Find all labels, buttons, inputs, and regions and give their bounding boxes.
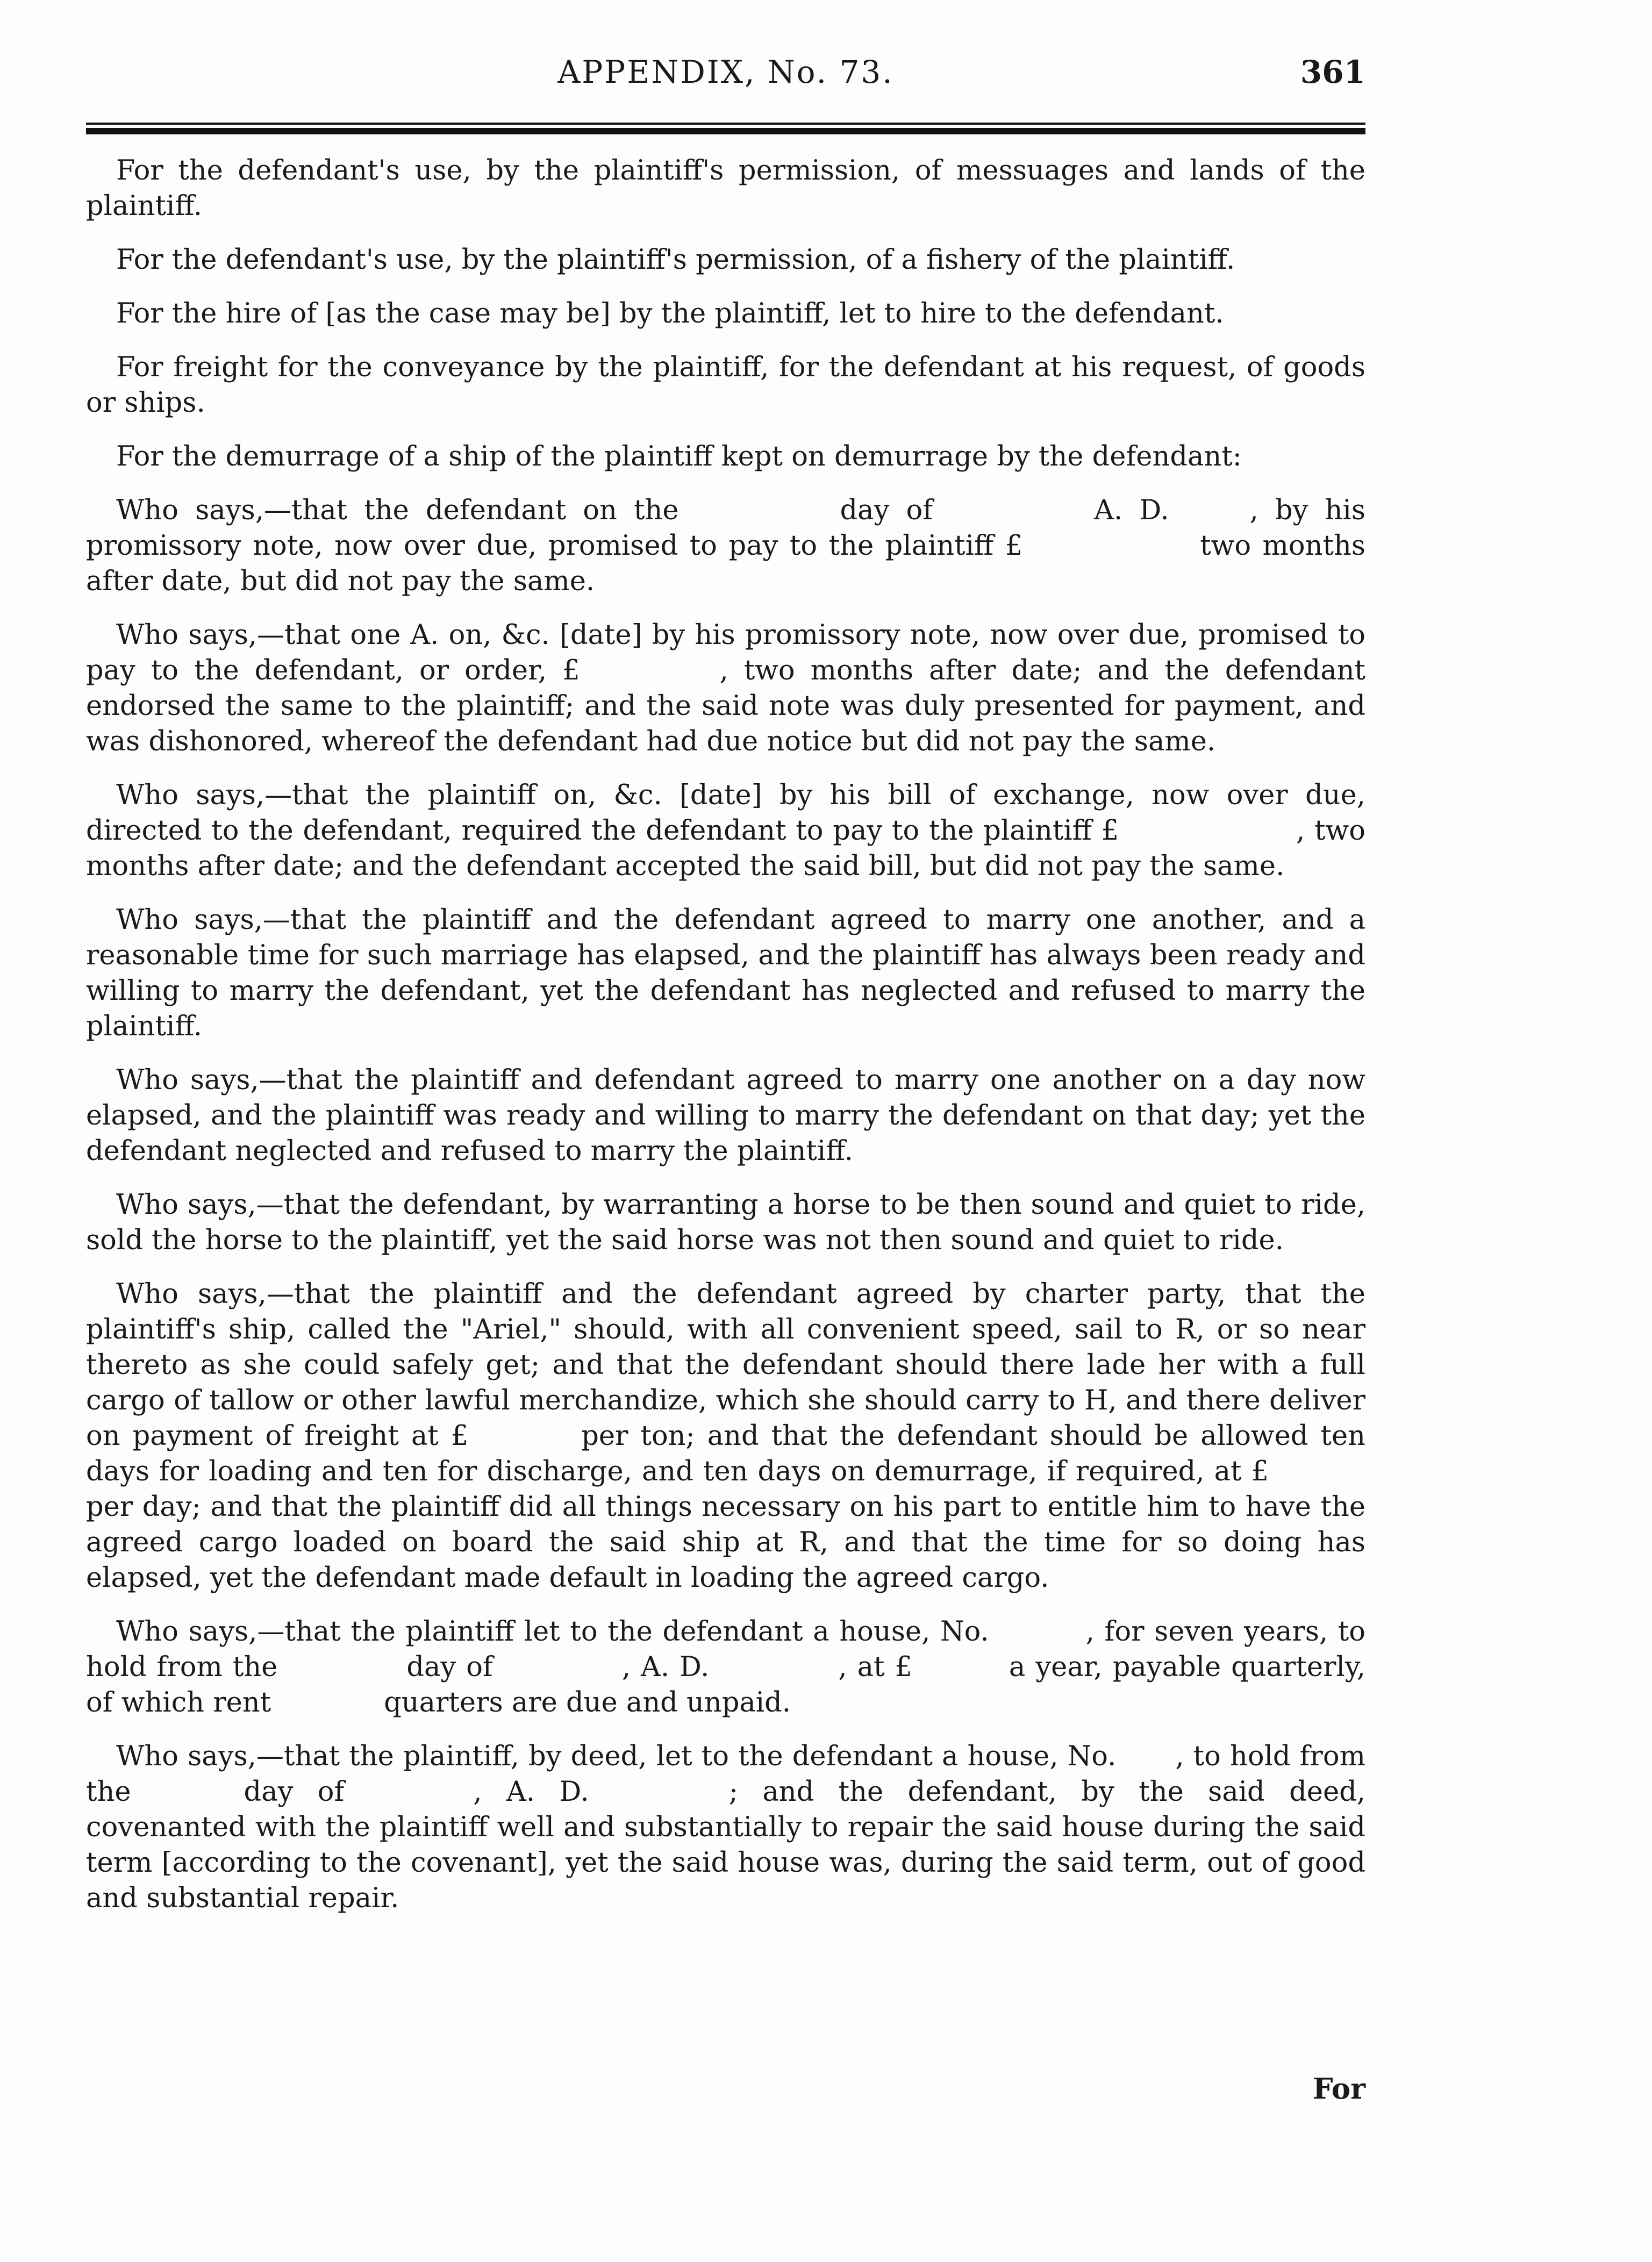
text-segment: a year, payable quarterly, of which rent: [86, 1651, 1366, 1719]
text-segment: day of: [840, 495, 933, 526]
paragraph-fishery: For the defendant's use, by the plaintiff's permission, of a fishery of the plaintiff.: [116, 244, 1235, 276]
count-bill-of-exchange: [86, 778, 1365, 884]
paragraph-hire: For the hire of [as the case may be] by the plaintiff, let to hire to the defendant.: [116, 298, 1224, 330]
count-covenant-repair: [86, 1739, 1365, 1916]
catchword: For: [1312, 2072, 1365, 2106]
text-segment: ; and the defendant, by the said deed, covenanted with the plaintiff well and substantially to repair the said house during the said term [according to the covenant], yet the said house was, during the said term, out of good and substantial repair.: [86, 1776, 1365, 1914]
text-segment: , by his promissory note, now over due, promised to pay to the plaintiff £: [86, 495, 1365, 562]
text-segment: two months after date, but did not pay the same.: [86, 530, 1365, 597]
text-segment: Who says,—that the plaintiff let to the defendant a house, No.: [116, 1616, 989, 1648]
count-warranty-horse: Who says,—that the defendant, by warranting a horse to be then sound and quiet to ride, sold the horse to the plaintiff, yet the said horse was not then sound and quiet to ride.: [86, 1189, 1365, 1256]
text-segment: Who says,—that one A. on, &c. [date] by his promissory note, now over due, promised to pay to the defendant, or order, £: [86, 619, 1365, 686]
header-title: APPENDIX, No. 73.: [557, 54, 894, 90]
running-header: [86, 54, 1365, 102]
text-segment: A. D.: [1094, 495, 1169, 526]
text-segment: Who says,—that the plaintiff and the defendant agreed by charter party, that the plaintiff's ship, called the "Ariel," should, with all convenient speed, sail to R, or so near thereto as she could safely get; and that the defendant should there lade her with a full cargo of tallow or other lawful merchandize, which she should carry to H, and there deliver on payment of freight at £: [86, 1278, 1365, 1452]
text-segment: Who says,—that the plaintiff on, &c. [date] by his bill of exchange, now over due, directed to the defendant, required the defendant to pay to the plaintiff £: [86, 779, 1365, 847]
paragraph-freight: For freight for the conveyance by the plaintiff, for the defendant at his request, of goods or ships.: [86, 352, 1365, 419]
count-promissory-note-endorser: [86, 618, 1365, 760]
text-segment: , A. D.: [621, 1651, 710, 1683]
text-segment: quarters are due and unpaid.: [384, 1687, 791, 1719]
body-text: [86, 153, 1365, 1935]
count-marriage-reasonable-time: Who says,—that the plaintiff and the defendant agreed to marry one another, and a reasonable time for such marriage has elapsed, and the plaintiff has always been ready and willing to marry the defendant, yet the defendant has neglected and refused to marry the plaintiff.: [86, 904, 1365, 1042]
text-segment: per day; and that the plaintiff did all things necessary on his part to entitle him to have the agreed cargo loaded on board the said ship at R, and that the time for so doing has elapsed, yet the defendant made default in loading the agreed cargo.: [86, 1491, 1365, 1594]
page-number: 361: [1300, 54, 1365, 90]
text-segment: , two months after date; and the defendant endorsed the same to the plaintiff; and the said note was duly presented for payment, and was dishonored, whereof the defendant had due notice but did not pay the same.: [86, 655, 1366, 757]
text-segment: , for seven years, to hold from the: [86, 1616, 1366, 1683]
text-segment: Who says,—that the plaintiff, by deed, let to the defendant a house, No.: [116, 1741, 1117, 1772]
count-charter-party: [86, 1277, 1365, 1596]
count-marriage-fixed-day: Who says,—that the plaintiff and defendant agreed to marry one another on a day now elapsed, and the plaintiff was ready and willing to marry the defendant on that day; yet the defendant neglected and refused to marry the plaintiff.: [86, 1064, 1365, 1167]
text-segment: per ton; and that the defendant should be allowed ten days for loading and ten for discharge, and ten days on demurrage, if required, at £: [86, 1420, 1365, 1487]
text-segment: day of: [406, 1651, 493, 1683]
header-rule: [86, 123, 1365, 134]
paragraph-messuages: For the defendant's use, by the plaintiff's permission, of messuages and lands of the plaintiff.: [86, 155, 1365, 222]
paragraph-demurrage: For the demurrage of a ship of the plaintiff kept on demurrage by the defendant:: [116, 441, 1242, 473]
count-promissory-note-maker: [86, 493, 1365, 599]
text-segment: , to hold from the: [86, 1741, 1365, 1808]
text-segment: day of: [244, 1776, 345, 1808]
text-segment: , A. D.: [473, 1776, 589, 1808]
text-segment: Who says,—that the defendant on the: [116, 495, 679, 526]
text-segment: , two months after date; and the defendant accepted the said bill, but did not pay the same.: [86, 815, 1365, 882]
text-segment: , at £: [838, 1651, 912, 1683]
count-rent: [86, 1614, 1365, 1721]
